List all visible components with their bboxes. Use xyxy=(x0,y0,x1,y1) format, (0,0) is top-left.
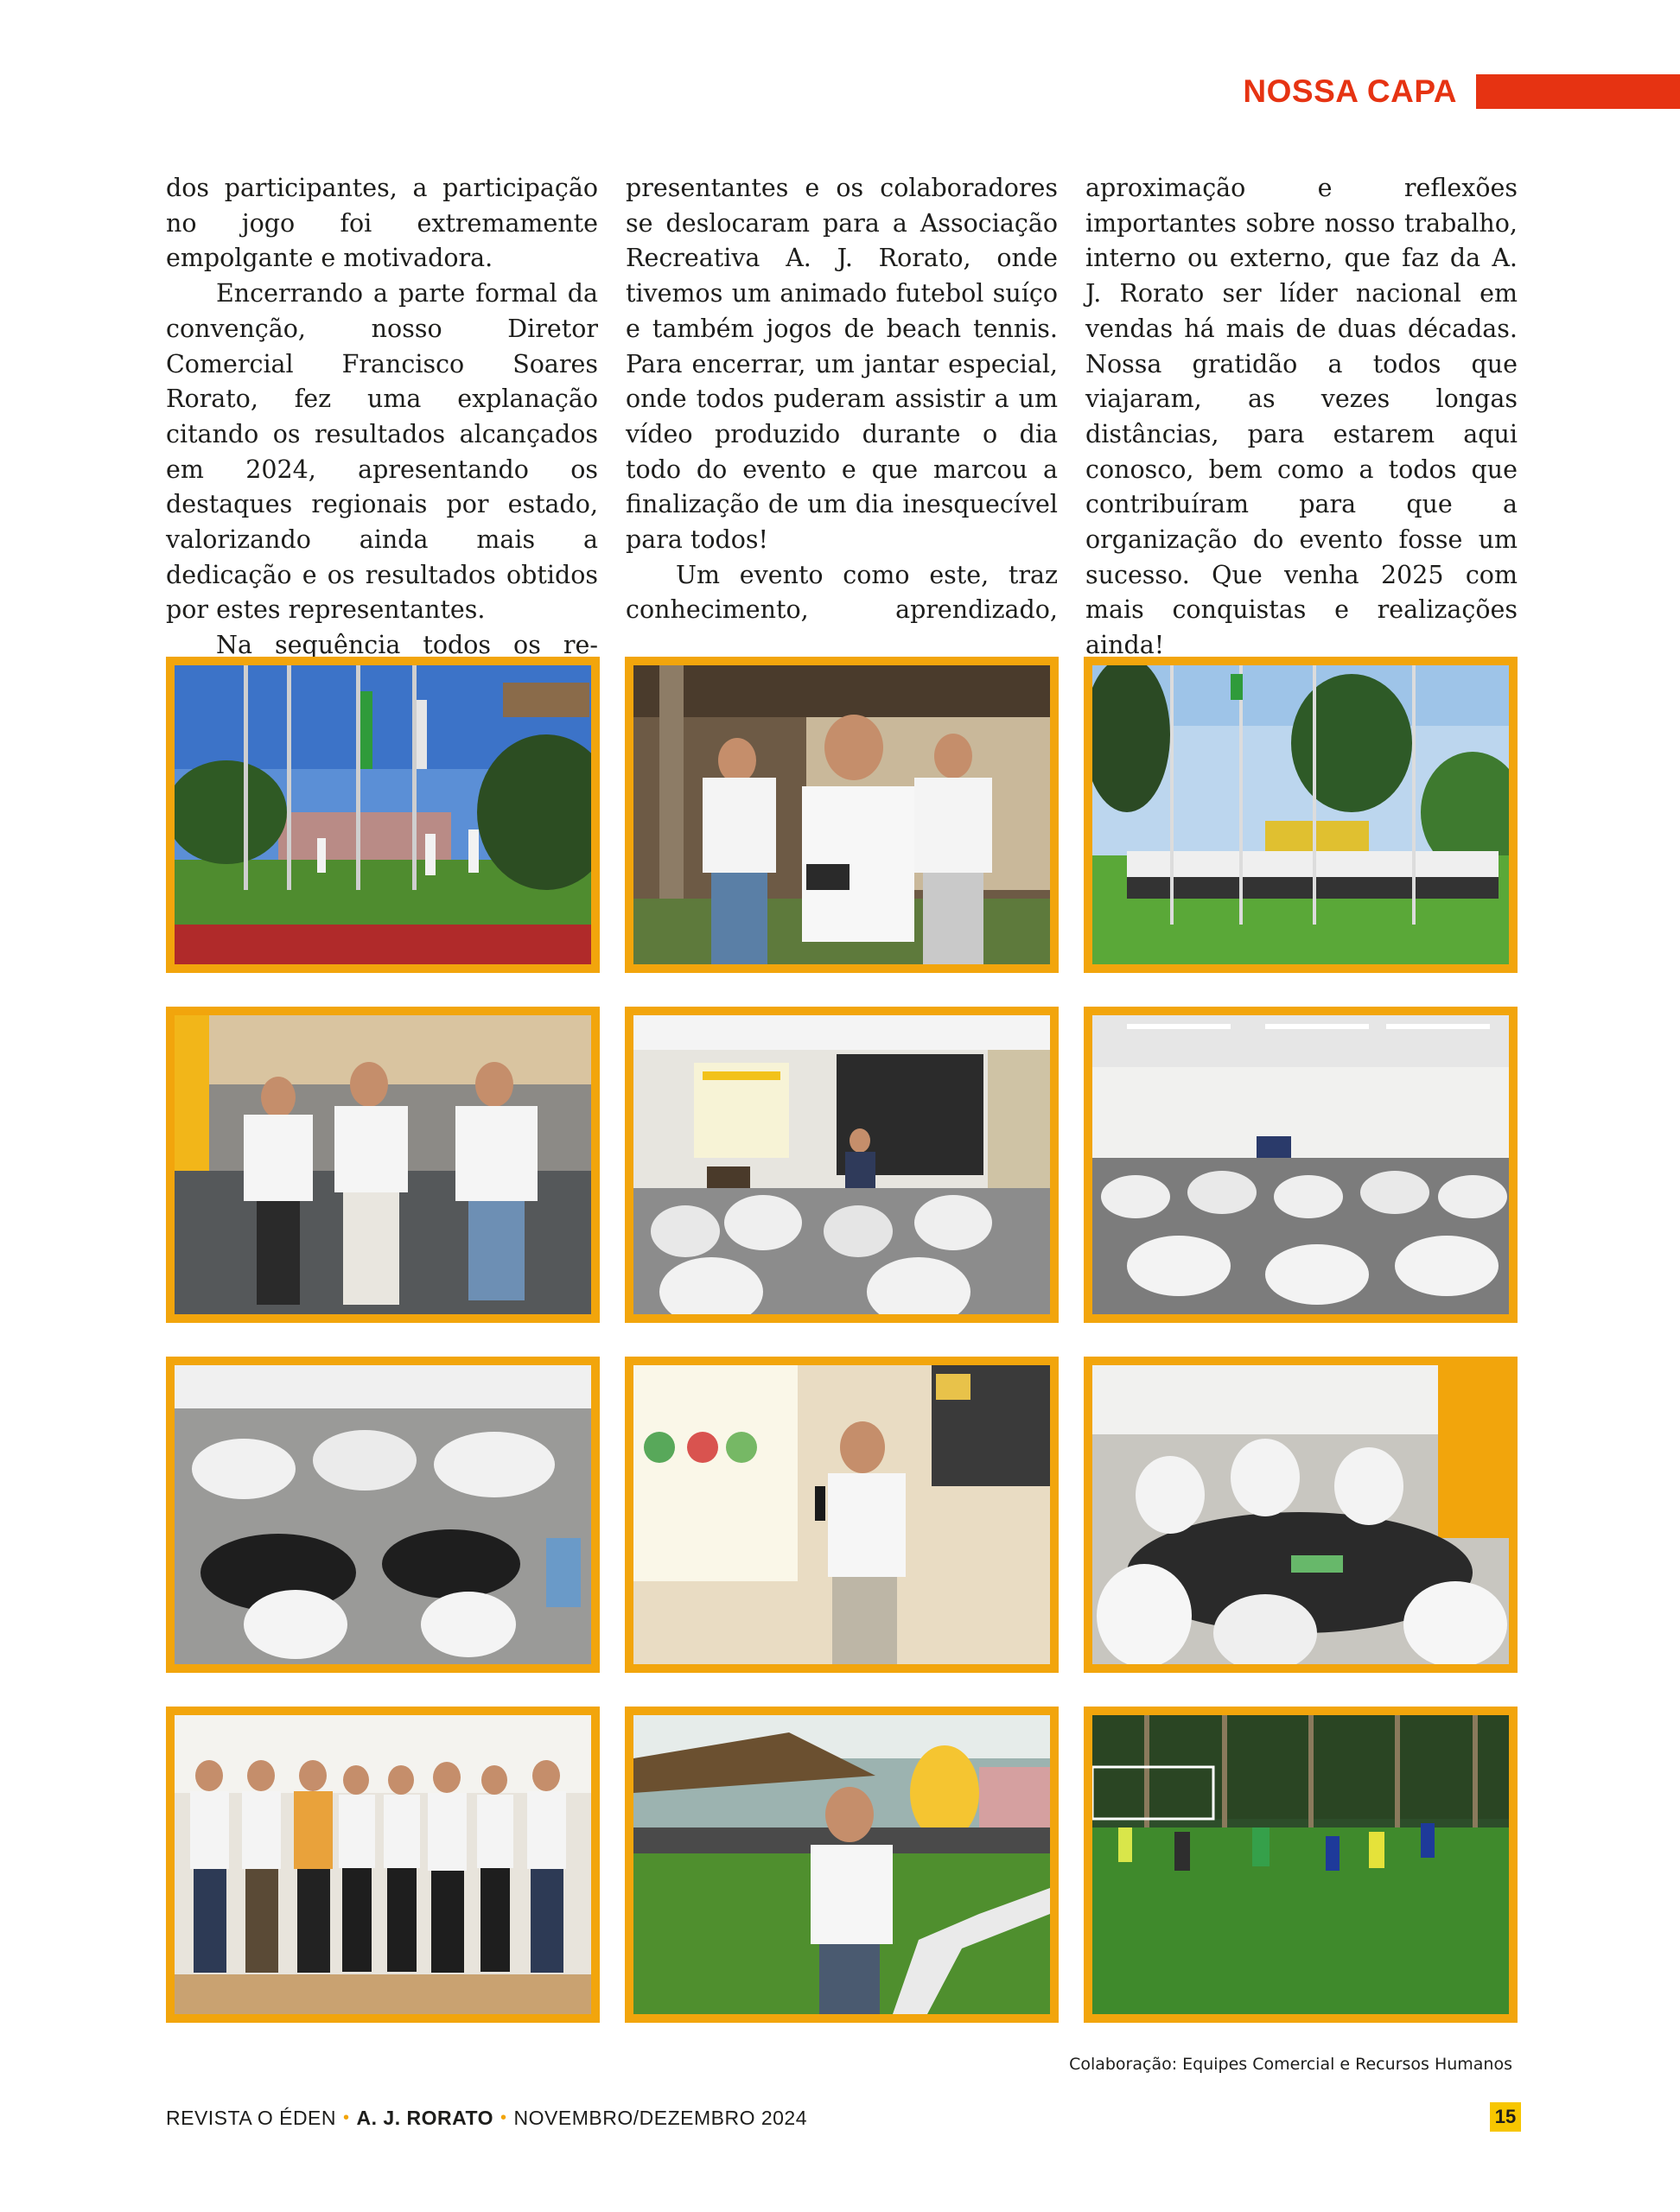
page-footer xyxy=(166,2107,807,2130)
photo-presenter-slide xyxy=(625,1357,1059,1673)
text-column-2 xyxy=(626,171,1058,628)
section-accent-bar xyxy=(1476,74,1680,109)
photo-soccer-match xyxy=(1084,1707,1518,2023)
section-title: NOSSA CAPA xyxy=(1243,73,1457,109)
paragraph: aproximação e reflexões importantes sobre nosso trabalho, interno ou externo, que faz da A. J. Rorato ser líder nacional em vendas há mais de duas décadas. Nossa gratidão a todos que viajaram, as vezes longas distâncias, para estarem aqui conosco, bem como a todos que contribuíram para que a organização do evento fosse um sucesso. Que venha 2025 com mais conquistas e realizações ainda! xyxy=(1085,174,1518,660)
photo-group-flagpoles xyxy=(1084,657,1518,973)
paragraph: Encerrando a parte formal da convenção, nosso Diretor Comercial Francisco Soares Rorato, fez uma explanação citando os resultados alcançados em 2024, apresentando os destaques regionais por estado, valorizando ainda mais a dedicação e os resultados obtidos por estes representantes. xyxy=(166,279,598,625)
brand-name: A. J. RORATO xyxy=(356,2107,494,2129)
text-column-1 xyxy=(166,171,598,664)
photo-audience-wide xyxy=(1084,1007,1518,1323)
photo-presentation-auditorium xyxy=(625,1007,1059,1323)
page-number: 15 xyxy=(1490,2102,1521,2132)
paragraph: Na sequência todos os re- xyxy=(216,631,598,660)
photo-credit: Colaboração: Equipes Comercial e Recursos Humanos xyxy=(1069,2055,1512,2074)
photo-men-walking xyxy=(166,1007,600,1323)
section-header xyxy=(1243,73,1680,111)
paragraph: dos participantes, a participação no jogo foi extremamente empolgante e motivadora. xyxy=(166,174,598,273)
separator-dot: • xyxy=(343,2108,350,2127)
text-column-3 xyxy=(1085,171,1518,664)
magazine-name: REVISTA O ÉDEN xyxy=(166,2107,337,2129)
photo-host-outdoor-evening xyxy=(625,1707,1059,2023)
photo-group-activity-table xyxy=(1084,1357,1518,1673)
paragraph: Um evento como este, traz conhecimento, aprendizado, xyxy=(626,560,1058,625)
photo-speaker-microphone-outdoor xyxy=(625,657,1059,973)
photo-flag-ceremony xyxy=(166,657,600,973)
edition-date: NOVEMBRO/DEZEMBRO 2024 xyxy=(513,2107,808,2129)
photo-medal-winners xyxy=(166,1707,600,2023)
photo-audience-round-tables xyxy=(166,1357,600,1673)
paragraph: presentantes e os colaboradores se deslocaram para a Associação Recreativa A. J. Rorato, onde tivemos um animado futebol suíço e também jogos de beach tennis. Para encerrar, um jantar especial, onde todos puderam assistir a um vídeo produzido durante o dia todo do evento e que marcou a finalização de um dia inesquecível para todos! xyxy=(626,174,1058,555)
separator-dot: • xyxy=(500,2108,507,2127)
